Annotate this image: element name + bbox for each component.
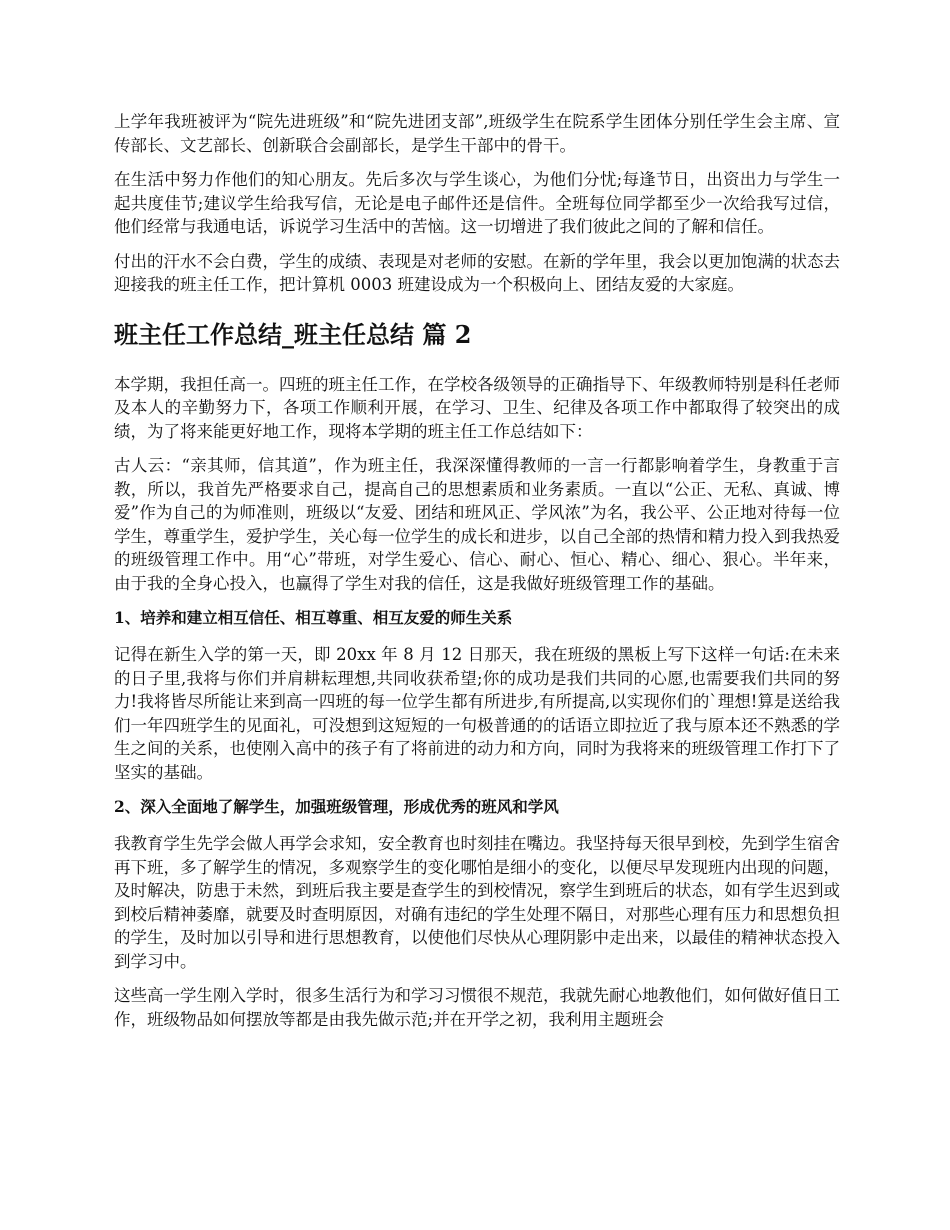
paragraph: 记得在新生入学的第一天，即 20xx 年 8 月 12 日那天，我在班级的黑板上写下这样一句话:在未来的日子里,我将与你们并肩耕耘理想,共同收获希望;你的成功是我们共同的心愿,也需要我们共同的努力!我将皆尽所能让来到高一四班的每一位学生都有所进步,有所提高,以实现你们的`理想!算是送给我们一年四班学生的见面礼，可没想到这短短的一句极普通的的话语立即拉近了我与原本还不熟悉的学生之间的关系，也使刚入高中的孩子有了将前进的动力和方向，同时为我将来的班级管理工作打下了坚实的基础。 xyxy=(114,645,840,782)
paragraph: 付出的汗水不会白费，学生的成绩、表现是对老师的安慰。在新的学年里，我会以更加饱满的状态去迎接我的班主任工作，把计算机 0003 班建设成为一个积极向上、团结友爱的大家庭。 xyxy=(114,251,840,294)
paragraph: 古人云：“亲其师，信其道”，作为班主任，我深深懂得教师的一言一行都影响着学生，身教重于言教，所以，我首先严格要求自己，提高自己的思想素质和业务素质。一直以“公正、无私、真诚、博爱”作为自己的为师准则，班级以“友爱、团结和班风正、学风浓”为名，我公平、公正地对待每一位学生，尊重学生，爱护学生，关心每一位学生的成长和进步，以自己全部的热情和精力投入到我热爱的班级管理工作中。用“心”带班，对学生爱心、信心、耐心、恒心、精心、细心、狠心。半年来，由于我的全身心投入，也赢得了学生对我的信任，这是我做好班级管理工作的基础。 xyxy=(114,456,840,593)
paragraph: 这些高一学生刚入学时，很多生活行为和学习习惯很不规范，我就先耐心地教他们，如何做好值日工作，班级物品如何摆放等都是由我先做示范;并在开学之初，我利用主题班会 xyxy=(114,986,840,1029)
section-heading: 班主任工作总结_班主任总结 篇 2 xyxy=(114,319,472,349)
paragraph: 上学年我班被评为“院先进班级”和“院先进团支部”,班级学生在院系学生团体分别任学生会主席、宣传部长、文艺部长、创新联合会副部长，是学生干部中的骨干。 xyxy=(114,112,840,155)
paragraph: 我教育学生先学会做人再学会求知，安全教育也时刻挂在嘴边。我坚持每天很早到校，先到学生宿舍再下班，多了解学生的情况，多观察学生的变化哪怕是细小的变化，以便尽早发现班内出现的问题，及时解决，防患于未然，到班后我主要是查学生的到校情况，察学生到班后的状态，如有学生迟到或到校后精神萎靡，就要及时查明原因，对确有违纪的学生处理不隔日，对那些心理有压力和思想负担的学生，及时加以引导和进行思想教育，以使他们尽快从心理阴影中走出来，以最佳的精神状态投入到学习中。 xyxy=(114,834,840,971)
subsection-heading: 1、培养和建立相互信任、相互尊重、相互友爱的师生关系 xyxy=(114,608,513,627)
subsection-heading: 2、深入全面地了解学生，加强班级管理，形成优秀的班风和学风 xyxy=(114,797,559,816)
paragraph: 在生活中努力作他们的知心朋友。先后多次与学生谈心，为他们分忧;每逢节日，出资出力与学生一起共度佳节;建议学生给我写信，无论是电子邮件还是信件。全班每位同学都至少一次给我写过信，他们经常与我通电话，诉说学习生活中的苦恼。这一切增进了我们彼此之间的了解和信任。 xyxy=(114,170,840,236)
document-page xyxy=(114,110,840,1042)
paragraph: 本学期，我担任高一。四班的班主任工作，在学校各级领导的正确指导下、年级教师特别是科任老师及本人的辛勤努力下，各项工作顺利开展，在学习、卫生、纪律及各项工作中都取得了较突出的成绩，为了将来能更好地工作，现将本学期的班主任工作总结如下： xyxy=(114,374,840,441)
